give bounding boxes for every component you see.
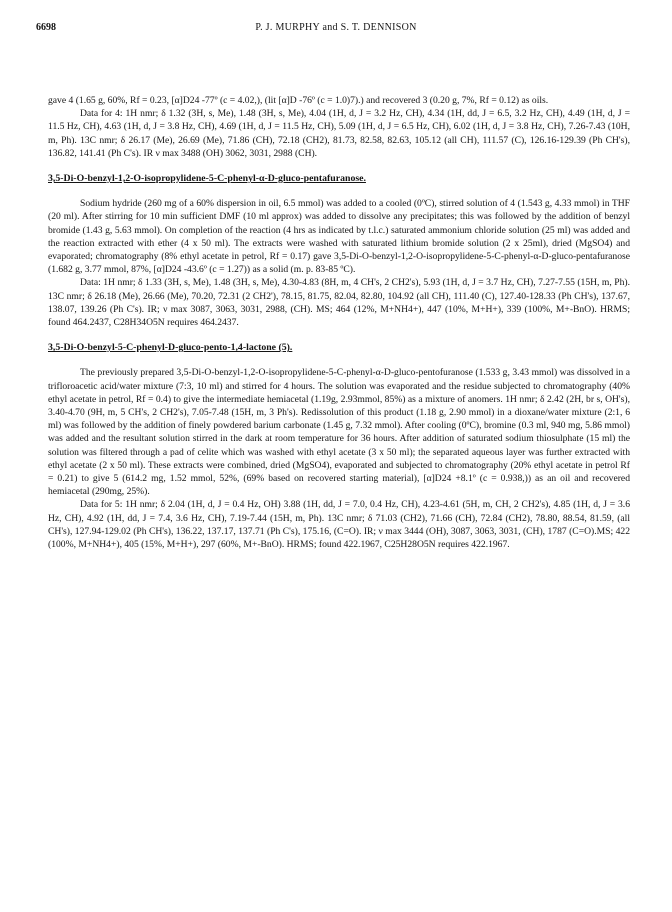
spacer <box>48 160 630 172</box>
paragraph-yield-4: gave 4 (1.65 g, 60%, Rf = 0.23, [α]D24 -77º (c = 4.02,), (lit [α]D -76º (c = 1.0)7).) and recovered 3 (0.20 g, 7%, Rf = 0.12) as oils. <box>48 95 549 106</box>
section-heading-lactone: 3,5-Di-O-benzyl-5-C-phenyl-D-gluco-pento-1,4-lactone (5). <box>48 342 293 354</box>
spacer <box>48 185 630 197</box>
paragraph-data-pentafuranose: Data: 1H nmr; δ 1.33 (3H, s, Me), 1.48 (3H, s, Me), 4.30-4.83 (8H, m, 4 CH's, 2 CH2's), 5.93 (1H, d, J = 3.7 Hz, CH), 7.27-7.55 (15H, m, Ph). 13C nmr; δ 26.18 (Me), 26.66 (Me), 70.20, 72.31 (2 CH2'), 78.15, 81.75, 82.04, 82.80, 104.92 (all CH), 111.40 (C), 127.40-128.33 (Ph CH's), 137.67, 138.07, 139.26 (Ph C's). IR; ν max 3087, 3063, 3031, 2988, (CH). MS; 464 (12%, M+NH4+), 447 (10%, M+H+), 339 (100%, M+-BnO). HRMS; found 464.2437, C28H34O5N requires 464.2437. <box>48 277 630 329</box>
paragraph-data-5: Data for 5: 1H nmr; δ 2.04 (1H, d, J = 0.4 Hz, OH) 3.88 (1H, dd, J = 7.0, 0.4 Hz, CH), 4.23-4.61 (5H, m, CH, 2 CH2's), 4.85 (1H, d, J = 3.6 Hz, CH), 4.92 (1H, dd, J = 7.4, 3.6 Hz, CH), 7.19-7.44 (15H, m, Ph). 13C nmr; δ 71.03 (CH2), 71.66 (CH), 72.84 (CH2), 78.80, 88.54, 81.59, (all CH's), 127.94-129.02 (Ph CH's), 136.22, 137.17, 137.71 (Ph C's), 175.16, (C=O). IR; ν max 3444 (OH), 3087, 3063, 3031, (CH), 1787 (C=O).MS; 422 (100%, M+NH4+), 405 (15%, M+H+), 297 (60%, M+-BnO). HRMS; found 422.1967, C25H28O5N requires 422.1967. <box>48 499 630 551</box>
article-body <box>48 94 630 551</box>
running-header <box>36 22 636 38</box>
spacer <box>48 329 630 341</box>
spacer <box>48 354 630 366</box>
paragraph-procedure-benzylation: Sodium hydride (260 mg of a 60% dispersion in oil, 6.5 mmol) was added to a cooled (0ºC), stirred solution of 4 (1.543 g, 4.33 mmol) in THF (20 ml). After stirring for 10 min sufficient DMF (10 ml approx) was added to dissolve any precipitates; this was followed by the addition of benzyl bromide (1.43 g, 5.63 mmol). On completion of the reaction (4 hrs as indicated by t.l.c.) saturated ammonium chloride solution (25 ml) was added and the reaction extracted with ether (4 x 50 ml). The extracts were washed with saturated lithium bromide solution (2 x 25ml), dried (MgSO4) and evaporated; chromatography (8% ethyl acetate in petrol, Rf = 0.17) gave 3,5-Di-O-benzyl-1,2-O-isopropylidene-5-C-phenyl-α-D-gluco-pentafuranose (1.682 g, 3.77 mmol, 87%, [α]D24 -43.6º (c = 1.27)) as a solid (m. p. 83-85 ºC). <box>48 198 630 276</box>
page-number: 6698 <box>36 22 56 33</box>
section-heading-pentafuranose: 3,5-Di-O-benzyl-1,2-O-isopropylidene-5-C-phenyl-α-D-gluco-pentafuranose. <box>48 173 366 185</box>
paragraph-procedure-lactone: The previously prepared 3,5-Di-O-benzyl-1,2-O-isopropylidene-5-C-phenyl-α-D-gluco-pentofuranose (1.533 g, 3.43 mmol) was dissolved in a trifloroacetic acid/water mixture (7:3, 10 ml) and stirred for 4 hours. The solution was evaporated and the residue subjected to chromatography (40% ethyl acetate in petrol, Rf = 0.4) to give the intermediate hemiacetal (1.19g, 2.93mmol, 85%) as a mixture of anomers. 1H nmr; δ 2.42 (2H, br s, OH's), 3.40-4.70 (9H, m, 5 CH's, 2 CH2's), 7.05-7.48 (15H, m, 3 Ph's). Redissolution of this product (1.18 g, 2.90 mmol) in a dioxane/water mixture (2:1, 6 ml) was followed by the addition of finely powdered barium carbonate (1.45 g, 7.32 mmol). After cooling (0ºC), bromine (0.3 ml, 940 mg, 5.86 mmol) was added and the resultant solution stirred in the dark at room temperature for 36 hours. After addition of saturated sodium thiosulphate (15 ml) the solution was filtered through a pad of celite which was washed with ethyl acetate (3 x 50 ml); the separated aqueous layer was further extracted with ethyl acetate (2 x 50 ml). These extracts were combined, dried (MgSO4), evaporated and subjected to chromatography (20% ethyl acetate in petrol Rf = 0.21) to give 5 (614.2 mg, 1.52 mmol, 52%, (69% based on recovered starting material), [α]D24 +8.1º (c = 0.938,)) as an oil and recovered hemiacetal (290mg, 25%). <box>48 367 630 498</box>
author-line: P. J. MURPHY and S. T. DENNISON <box>255 22 417 33</box>
paragraph-data-4: Data for 4: 1H nmr; δ 1.32 (3H, s, Me), 1.48 (3H, s, Me), 4.04 (1H, d, J = 3.2 Hz, CH), 4.34 (1H, dd, J = 6.5, 3.2 Hz, CH), 4.49 (1H, d, J = 11.5 Hz, CH), 4.63 (1H, d, J = 3.8 Hz, CH), 4.69 (1H, d, J = 11.5 Hz, CH), 5.09 (1H, d, J = 6.5 Hz, CH), 6.02 (1H, d, J = 3.8 Hz, CH), 7.26-7.43 (10H, m, Ph). 13C nmr; δ 26.17 (Me), 26.69 (Me), 71.86 (CH), 72.18 (CH2), 81.73, 82.58, 82.63, 105.12 (all CH), 111.57 (C), 126.16-129.39 (Ph CH's), 136.82, 141.41 (Ph C's). IR ν max 3488 (OH) 3062, 3031, 2988 (CH). <box>48 108 630 159</box>
